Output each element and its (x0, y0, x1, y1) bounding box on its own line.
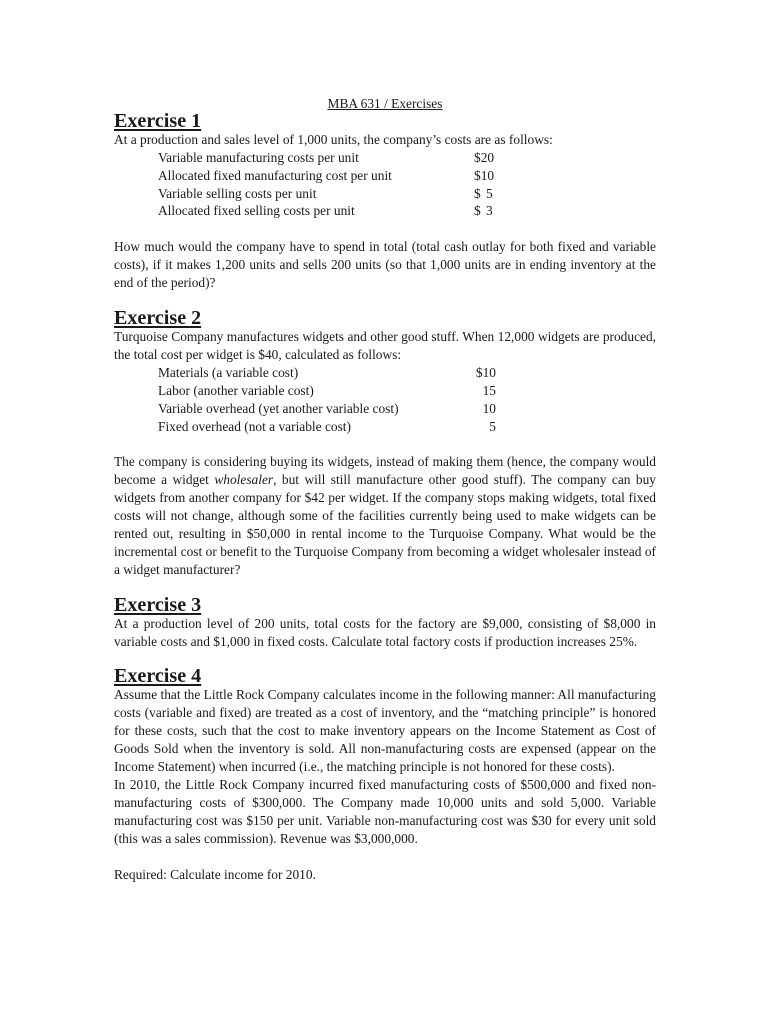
cost-value (474, 167, 500, 185)
document-title: MBA 631 / Exercises (327, 96, 443, 111)
cost-amount: 3 (486, 203, 493, 219)
currency-symbol: $ (474, 149, 481, 165)
currency-symbol: $ (474, 203, 481, 219)
exercise-4-paragraph-1: Assume that the Little Rock Company calculates income in the following manner: All manufacturing costs (variable and fixed) are treated as a cost of inventory, and the “matching principle” is honored for these costs, such that the cost to make inventory appears on the Income Statement as Cost of Goods Sold when the inventory is sold. All non-manufacturing costs are expensed (appear on the Income Statement) when incurred (i.e., the matching principle is not honored for these costs). (114, 687, 656, 774)
cost-amount: 20 (480, 149, 495, 165)
cost-row (114, 400, 656, 418)
cost-row (114, 364, 656, 382)
exercise-4-paragraph-2: In 2010, the Little Rock Company incurred fixed manufacturing costs of $500,000 and fixed non-manufacturing costs of $300,000. The Company made 10,000 units and sold 5,000. Variable manufacturing cost was $150 per unit. Variable non-manufacturing cost was $30 for every unit sold (this was a sales commission). Revenue was $3,000,000. (114, 776, 656, 846)
cost-amount: 5 (486, 185, 493, 201)
cost-amount: 10 (480, 167, 495, 183)
exercise-1-heading: Exercise 1 (114, 109, 202, 132)
cost-row (114, 382, 656, 400)
exercise-2-body-start: The company is considering buying its widgets, instead of making them (hence, the company would become a widget (114, 454, 656, 488)
exercise-2-heading: Exercise 2 (114, 307, 202, 330)
exercise-2-body (114, 453, 656, 578)
exercise-3-body: At a production level of 200 units, total costs for the factory are $9,000, consisting of $8,000 in variable costs and $1,000 in fixed costs. Calculate total factory costs if production increases 25%. (114, 615, 656, 649)
exercise-1-cost-list (114, 149, 656, 221)
exercise-3-heading: Exercise 3 (114, 593, 202, 616)
exercise-4-required: Required: Calculate income for 2010. (114, 866, 316, 882)
exercise-4 (114, 665, 656, 883)
cost-label: Allocated fixed selling costs per unit (158, 203, 355, 219)
cost-amount: $10 (475, 364, 496, 380)
exercise-4-heading: Exercise 4 (114, 665, 202, 688)
cost-row (114, 167, 656, 185)
exercise-2-cost-list (114, 364, 656, 436)
cost-value (474, 149, 500, 167)
cost-label: Variable overhead (yet another variable cost) (158, 400, 399, 416)
exercise-2-intro: Turquoise Company manufactures widgets and other good stuff. When 12,000 widgets are produced, the total cost per widget is $40, calculated as follows: (114, 328, 656, 362)
exercise-1-question: How much would the company have to spend in total (total cash outlay for both fixed and variable costs), if it makes 1,200 units and sells 200 units (so that 1,000 units are in ending inventory at the end of the period)? (114, 239, 656, 291)
cost-label: Fixed overhead (not a variable cost) (158, 418, 351, 434)
emphasis-wholesaler: wholesaler (214, 472, 274, 488)
cost-label: Variable selling costs per unit (158, 185, 317, 201)
cost-row (114, 185, 656, 203)
cost-row (114, 418, 656, 436)
cost-amount: 5 (489, 418, 496, 434)
exercise-2 (114, 307, 656, 579)
cost-label: Materials (a variable cost) (158, 364, 299, 380)
cost-label: Variable manufacturing costs per unit (158, 149, 359, 165)
currency-symbol: $ (474, 167, 481, 183)
cost-row (114, 202, 656, 220)
cost-label: Labor (another variable cost) (158, 382, 314, 398)
cost-label: Allocated fixed manufacturing cost per unit (158, 167, 392, 183)
exercise-2-body-end: , but will still manufacture other good stuff). The company can buy widgets from another company for $42 per widget. If the company stops making widgets, total fixed costs will not change, although some of the facilities currently being used to make widgets can be rented out, resulting in $50,000 in rental income to the Turquoise Company. What would be the incremental cost or benefit to the Turquoise Company from becoming a widget wholesaler instead of a widget manufacturer? (114, 472, 656, 577)
exercise-3 (114, 593, 656, 651)
currency-symbol: $ (474, 185, 481, 201)
cost-row (114, 149, 656, 167)
cost-amount: 10 (482, 400, 496, 416)
document-page (114, 95, 656, 883)
exercise-1-intro: At a production and sales level of 1,000 units, the company’s costs are as follows: (114, 131, 553, 147)
exercise-1 (114, 109, 656, 292)
cost-value (474, 202, 500, 220)
cost-value (474, 185, 500, 203)
cost-amount: 15 (482, 382, 496, 398)
